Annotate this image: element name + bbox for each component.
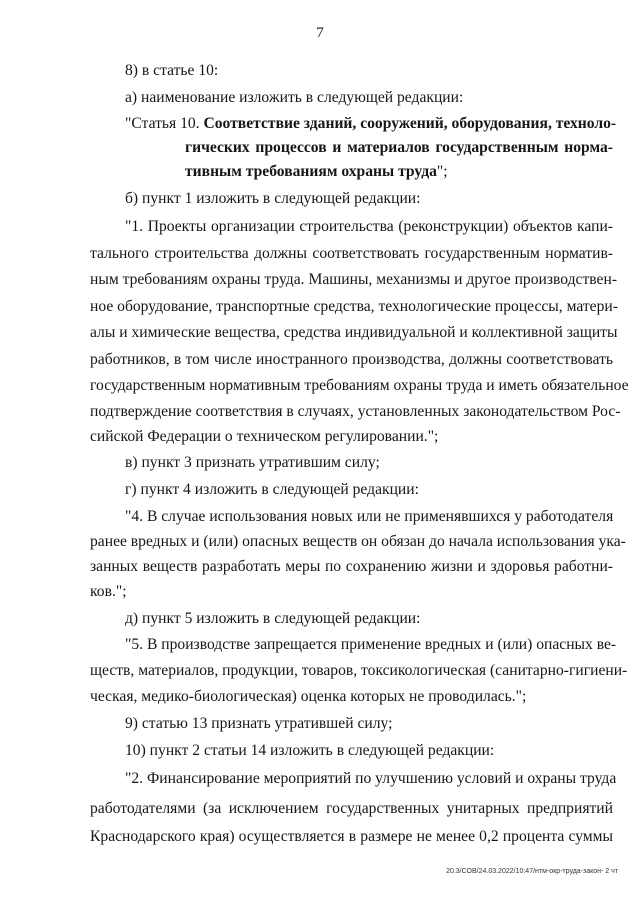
doc-line: ное оборудование, транспортные средства, технологические процессы, матери- (90, 298, 618, 315)
doc-line: ческая, медико-биологическая) оценка которых не проводилась."; (90, 688, 527, 705)
doc-line: д) пункт 5 изложить в следующей редакции: (125, 610, 421, 627)
doc-line: "4. В случае использования новых или не применявшихся у работодателя (125, 508, 614, 525)
doc-line: 9) статью 13 признать утратившей силу; (125, 715, 393, 732)
doc-line: "5. В производстве запрещается применение вредных и (или) опасных ве- (125, 636, 617, 653)
doc-line: государственным нормативным требованиям охраны труда и иметь обязательное (90, 377, 629, 394)
document-footer-code: 20.3/СОВ/24.03.2022/10:47/нтм-окр-труда-закон- 2 чт (446, 868, 618, 875)
doc-line: алы и химические вещества, средства индивидуальной и коллективной защиты (90, 324, 618, 341)
doc-line: ранее вредных и (или) опасных веществ он обязан до начала использования ука- (90, 533, 626, 550)
doc-line: работодателями (за исключением государственных унитарных предприятий (90, 800, 613, 817)
article-heading-line (185, 138, 613, 158)
article-heading-line (185, 162, 448, 182)
page-number: 7 (316, 25, 324, 41)
doc-line: "2. Финансирование мероприятий по улучшению условий и охраны труда (125, 770, 617, 787)
doc-line: подтверждение соответствия в случаях, установленных законодательством Рос- (90, 403, 621, 420)
doc-line: а) наименование изложить в следующей редакции: (125, 89, 464, 106)
doc-line: ществ, материалов, продукции, товаров, токсикологическая (санитарно-гигиени- (90, 662, 628, 679)
article-heading-title: гических процессов и материалов государственным норма- (185, 139, 613, 156)
article-heading-line (125, 114, 617, 134)
doc-line: занных веществ разработать меры по сохранению жизни и здоровья работни- (90, 558, 613, 575)
doc-line: работников, в том числе иностранного производства, должны соответствовать (90, 351, 613, 368)
doc-line: г) пункт 4 изложить в следующей редакции: (125, 481, 419, 498)
article-heading-suffix: "; (436, 163, 448, 180)
article-heading-prefix: "Статья 10. (125, 115, 204, 132)
doc-line: в) пункт 3 признать утратившим силу; (125, 454, 380, 471)
doc-line: Краснодарского края) осуществляется в размере не менее 0,2 процента суммы (90, 828, 613, 845)
article-heading-title: тивным требованиям охраны труда (185, 163, 437, 180)
article-heading-title: Соответствие зданий, сооружений, оборудования, техноло- (203, 115, 617, 132)
doc-line: ным требованиям охраны труда. Машины, механизмы и другое производствен- (90, 271, 618, 288)
doc-line: сийской Федерации о техническом регулировании."; (90, 428, 439, 445)
doc-line: 10) пункт 2 статьи 14 изложить в следующей редакции: (125, 742, 495, 759)
doc-line: ков."; (90, 583, 127, 600)
doc-line: тального строительства должны соответствовать государственным норматив- (90, 245, 613, 262)
doc-line: "1. Проекты организации строительства (реконструкции) объектов капи- (125, 218, 613, 235)
doc-line: б) пункт 1 изложить в следующей редакции: (125, 190, 421, 207)
doc-line: 8) в статье 10: (125, 62, 219, 79)
